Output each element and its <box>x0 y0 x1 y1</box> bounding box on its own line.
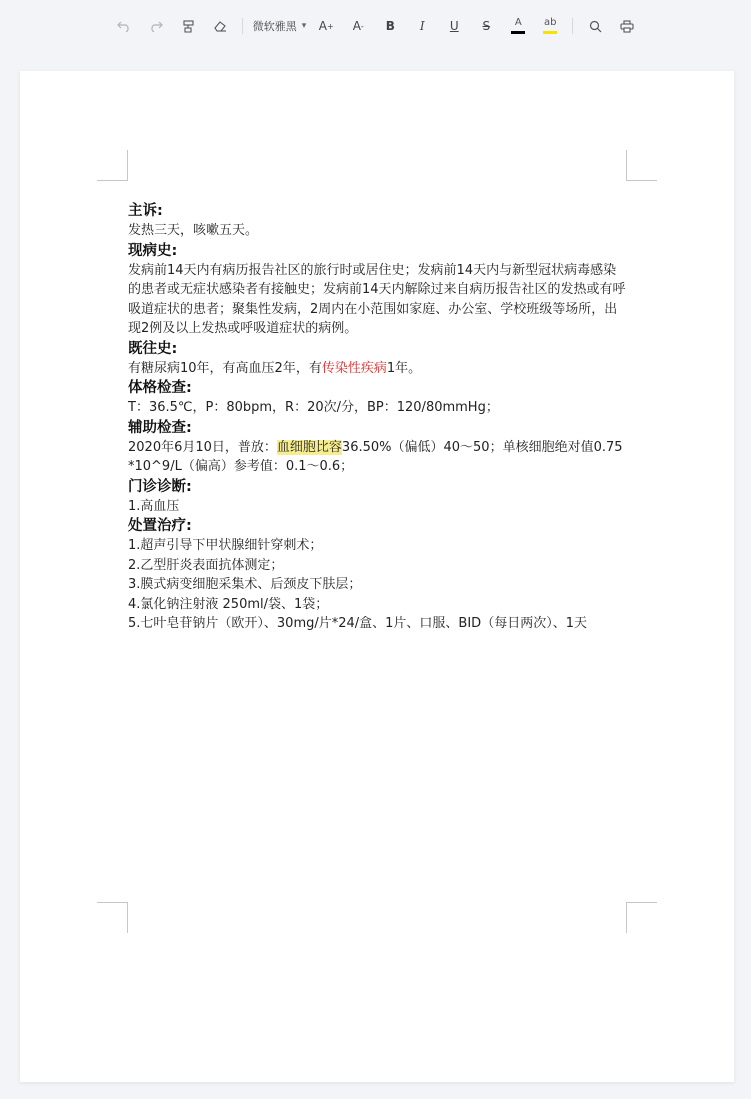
bold-button[interactable]: B <box>385 19 395 33</box>
physical-exam-heading: 体格检查: <box>128 380 192 396</box>
highlight-label: ab <box>544 17 557 28</box>
past-history-text <box>128 359 628 379</box>
treatment-item: 2.乙型肝炎表面抗体测定； <box>128 557 284 573</box>
italic-button[interactable]: I <box>419 19 425 33</box>
document-page[interactable] <box>20 71 734 1082</box>
chief-complaint-heading: 主诉: <box>128 203 163 219</box>
treatment-item: 1.超声引导下甲状腺细针穿刺术； <box>128 538 323 553</box>
past-history-post: 1年。 <box>386 360 422 376</box>
aux-exam-text <box>128 438 628 477</box>
redo-icon[interactable] <box>145 14 167 38</box>
diagnosis-heading: 门诊诊断: <box>128 478 192 495</box>
chief-complaint-text: 发热三天，咳嗽五天。 <box>128 223 259 238</box>
page-margin-corner <box>626 150 657 181</box>
font-size-increase-button[interactable]: A + <box>318 19 334 33</box>
font-family-select[interactable] <box>253 18 307 34</box>
page-margin-corner <box>97 902 128 933</box>
undo-icon[interactable] <box>113 14 135 38</box>
highlight-button[interactable] <box>539 14 561 38</box>
eraser-icon[interactable] <box>209 14 231 38</box>
chevron-down-icon: ▾ <box>301 21 307 31</box>
present-history-heading: 现病史: <box>128 242 178 259</box>
document-body[interactable] <box>128 201 628 634</box>
font-color-label: A <box>514 17 522 28</box>
font-size-decrease-button[interactable]: A - <box>352 19 364 33</box>
past-history-red-text: 传染性疾病 <box>321 360 387 376</box>
present-history-text: 发病前14天内有病历报告社区的旅行时或居住史；发病前14天内与新型冠状病毒感染的患者或无症状感染者有接触史；发病前14天内解除过来自病历报告社区的发热或有呼吸道症状的患者；聚集性发病，2周内在小范围如家庭、办公室、学校班级等场所，出现2例及以上发热或呼吸道症状的病例。 <box>128 262 626 336</box>
underline-button[interactable]: U <box>449 19 459 33</box>
toolbar-divider <box>572 18 573 34</box>
page-margin-corner <box>626 902 657 933</box>
format-painter-icon[interactable] <box>177 14 199 38</box>
page-margin-corner <box>97 150 128 181</box>
physical-exam-text: T：36.5℃，P：80bpm，R：20次/分，BP：120/80mmHg； <box>128 400 499 415</box>
search-icon[interactable] <box>584 14 606 38</box>
diagnosis-text: 1.高血压 <box>128 498 180 514</box>
font-color-button[interactable] <box>507 14 529 38</box>
past-history-heading: 既往史: <box>128 340 178 357</box>
strikethrough-button[interactable]: S <box>482 19 491 33</box>
font-color-swatch <box>511 31 525 34</box>
aux-exam-heading: 辅助检查: <box>128 419 192 436</box>
treatment-item: 5.七叶皂苷钠片（欧开）、30mg/片*24/盒、1片、口服、BID（每日两次）、1天 <box>128 616 587 631</box>
aux-exam-post: 36.50%（偏低）40～50；单核细胞绝对值0.75*10^9/L（偏高）参考值：0.1～0.6； <box>128 439 623 474</box>
aux-exam-highlight-text: 血细胞比容 <box>276 439 342 455</box>
treatment-heading: 处置治疗: <box>128 518 192 534</box>
treatment-item: 4.氯化钠注射液 250ml/袋、1袋； <box>128 596 329 612</box>
past-history-pre: 有糖尿病10年，有高血压2年，有 <box>128 360 322 376</box>
aux-exam-pre: 2020年6月10日，普放： <box>128 439 277 455</box>
highlight-swatch <box>543 31 557 34</box>
print-icon[interactable] <box>616 14 638 38</box>
treatment-item: 3.膜式病变细胞采集术、后颈皮下肤层； <box>128 577 362 592</box>
toolbar-divider <box>242 18 243 34</box>
editor-toolbar <box>0 0 751 52</box>
font-family-value: 微软雅黑 <box>252 20 297 33</box>
